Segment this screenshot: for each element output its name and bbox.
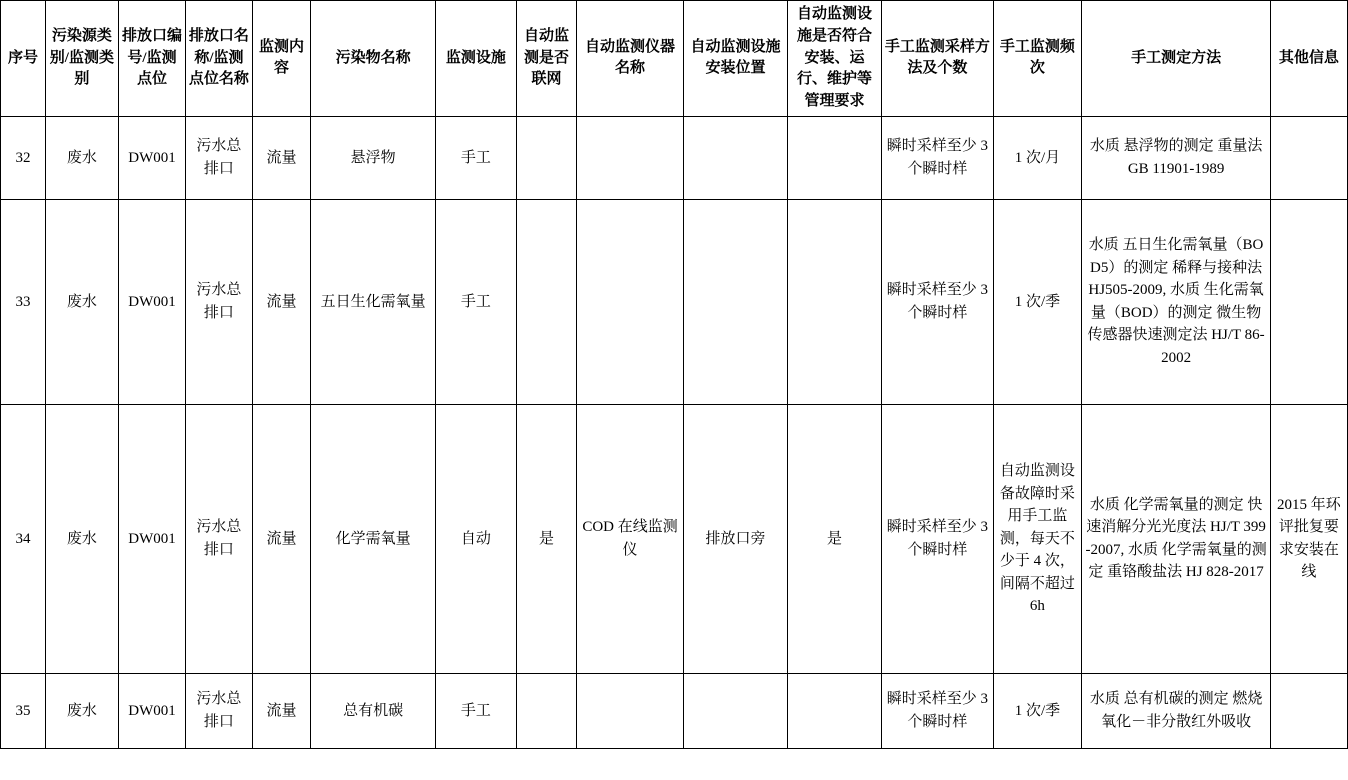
column-header-compliant: 自动监测设施是否符合安装、运行、维护等管理要求: [787, 1, 881, 117]
cell-method: 水质 总有机碳的测定 燃烧氧化－非分散红外吸收: [1082, 673, 1270, 748]
cell-frequency: 1 次/季: [993, 673, 1082, 748]
column-header-outlet-name: 排放口名称/监测点位名称: [186, 1, 252, 117]
cell-seq: 32: [1, 116, 46, 199]
cell-method: 水质 悬浮物的测定 重量法 GB 11901-1989: [1082, 116, 1270, 199]
cell-install-position: [684, 116, 788, 199]
cell-facility: 手工: [435, 116, 516, 199]
cell-frequency: 自动监测设备故障时采用手工监测，每天不少于 4 次，间隔不超过 6h: [993, 404, 1082, 673]
cell-networked: 是: [517, 404, 577, 673]
cell-outlet-name: 污水总排口: [186, 116, 252, 199]
cell-seq: 35: [1, 673, 46, 748]
column-header-seq: 序号: [1, 1, 46, 117]
cell-pollutant: 总有机碳: [311, 673, 435, 748]
column-header-sampling: 手工监测采样方法及个数: [882, 1, 993, 117]
cell-source-type: 废水: [45, 199, 118, 404]
column-header-install-position: 自动监测设施安装位置: [684, 1, 788, 117]
cell-content: 流量: [252, 199, 311, 404]
cell-sampling: 瞬时采样至少 3 个瞬时样: [882, 673, 993, 748]
table-row: [1, 404, 1348, 673]
table-header: [1, 1, 1348, 117]
cell-facility: 手工: [435, 199, 516, 404]
cell-outlet-code: DW001: [118, 673, 185, 748]
cell-sampling: 瞬时采样至少 3 个瞬时样: [882, 116, 993, 199]
cell-outlet-code: DW001: [118, 199, 185, 404]
cell-compliant: [787, 673, 881, 748]
cell-outlet-code: DW001: [118, 116, 185, 199]
cell-instrument: [577, 673, 684, 748]
cell-networked: [517, 673, 577, 748]
cell-instrument: COD 在线监测仪: [577, 404, 684, 673]
column-header-method: 手工测定方法: [1082, 1, 1270, 117]
cell-other: [1270, 116, 1347, 199]
cell-frequency: 1 次/月: [993, 116, 1082, 199]
cell-pollutant: 五日生化需氧量: [311, 199, 435, 404]
table-row: [1, 116, 1348, 199]
column-header-facility: 监测设施: [435, 1, 516, 117]
table-row: [1, 673, 1348, 748]
cell-pollutant: 悬浮物: [311, 116, 435, 199]
cell-networked: [517, 199, 577, 404]
cell-instrument: [577, 199, 684, 404]
cell-content: 流量: [252, 116, 311, 199]
table-body: [1, 116, 1348, 748]
column-header-instrument: 自动监测仪器名称: [577, 1, 684, 117]
table-header-row: [1, 1, 1348, 117]
column-header-frequency: 手工监测频次: [993, 1, 1082, 117]
cell-pollutant: 化学需氧量: [311, 404, 435, 673]
cell-networked: [517, 116, 577, 199]
cell-method: 水质 五日生化需氧量（BOD5）的测定 稀释与接种法 HJ505-2009, 水质 生化需氧量（BOD）的测定 微生物传感器快速测定法 HJ/T 86-2002: [1082, 199, 1270, 404]
cell-frequency: 1 次/季: [993, 199, 1082, 404]
column-header-pollutant: 污染物名称: [311, 1, 435, 117]
cell-facility: 自动: [435, 404, 516, 673]
cell-method: 水质 化学需氧量的测定 快速消解分光光度法 HJ/T 399-2007, 水质 化学需氧量的测定 重铬酸盐法 HJ 828-2017: [1082, 404, 1270, 673]
cell-source-type: 废水: [45, 404, 118, 673]
cell-compliant: [787, 199, 881, 404]
cell-seq: 33: [1, 199, 46, 404]
cell-source-type: 废水: [45, 673, 118, 748]
cell-compliant: 是: [787, 404, 881, 673]
cell-install-position: [684, 199, 788, 404]
cell-outlet-name: 污水总排口: [186, 404, 252, 673]
cell-sampling: 瞬时采样至少 3 个瞬时样: [882, 404, 993, 673]
cell-seq: 34: [1, 404, 46, 673]
cell-facility: 手工: [435, 673, 516, 748]
column-header-content: 监测内容: [252, 1, 311, 117]
column-header-outlet-code: 排放口编号/监测点位: [118, 1, 185, 117]
column-header-networked: 自动监测是否联网: [517, 1, 577, 117]
table-row: [1, 199, 1348, 404]
cell-compliant: [787, 116, 881, 199]
cell-other: [1270, 199, 1347, 404]
cell-outlet-code: DW001: [118, 404, 185, 673]
cell-content: 流量: [252, 404, 311, 673]
cell-other: [1270, 673, 1347, 748]
cell-source-type: 废水: [45, 116, 118, 199]
cell-instrument: [577, 116, 684, 199]
cell-content: 流量: [252, 673, 311, 748]
cell-outlet-name: 污水总排口: [186, 673, 252, 748]
column-header-other: 其他信息: [1270, 1, 1347, 117]
column-header-source-type: 污染源类别/监测类别: [45, 1, 118, 117]
cell-install-position: 排放口旁: [684, 404, 788, 673]
cell-outlet-name: 污水总排口: [186, 199, 252, 404]
cell-install-position: [684, 673, 788, 748]
cell-sampling: 瞬时采样至少 3 个瞬时样: [882, 199, 993, 404]
cell-other: 2015 年环评批复要求安装在线: [1270, 404, 1347, 673]
